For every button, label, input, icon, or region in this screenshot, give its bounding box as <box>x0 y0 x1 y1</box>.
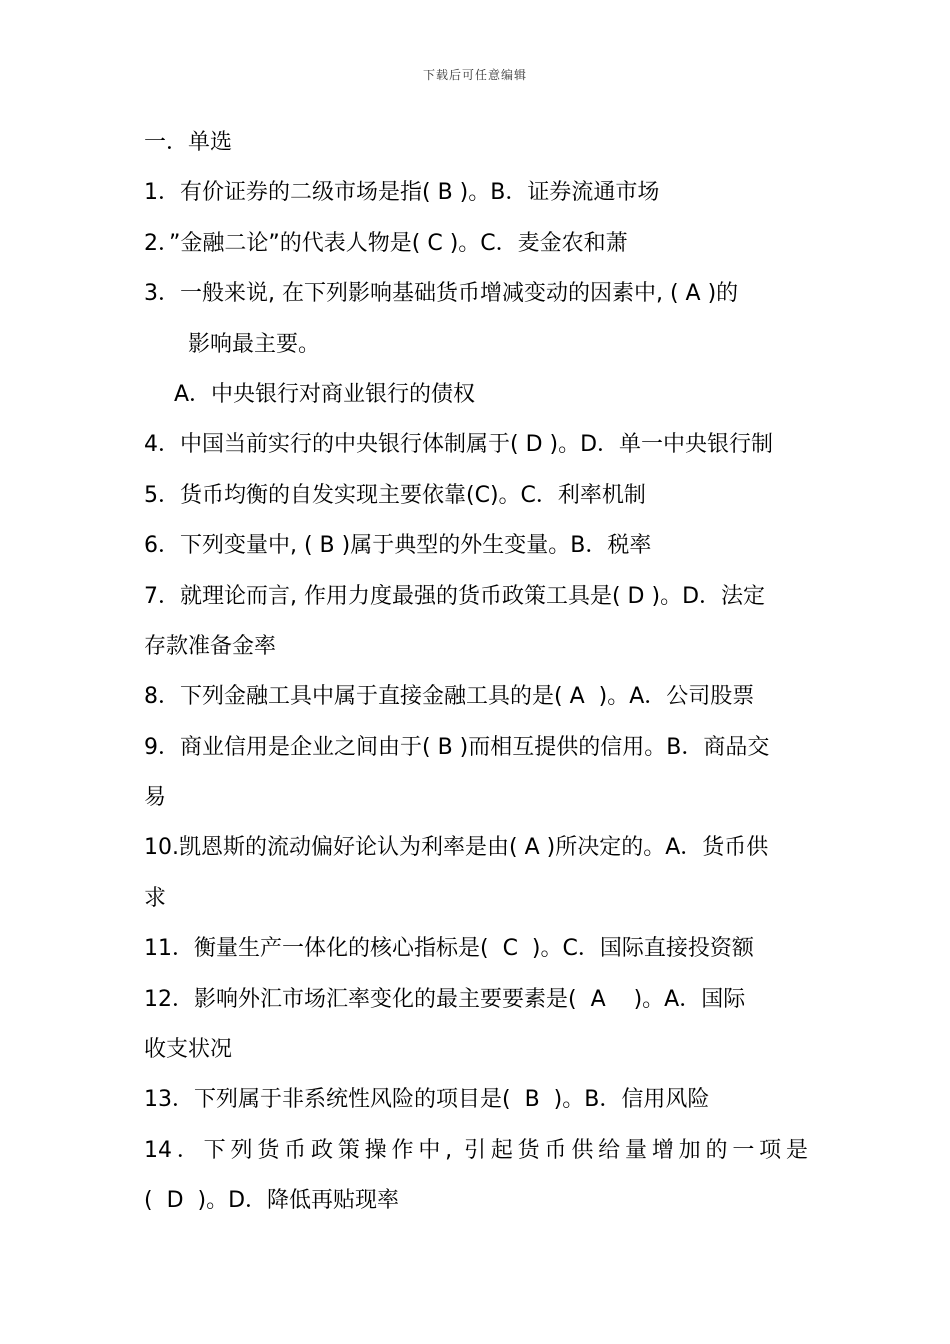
question-3: 3．一般来说, 在下列影响基础货币增减变动的因素中, ( A )的 <box>144 281 739 307</box>
question-9-continuation: 易 <box>144 785 167 811</box>
question-list <box>144 118 808 1227</box>
question-3-answer: A．中央银行对商业银行的债权 <box>174 381 476 407</box>
question-14-continuation: ( D )。D．降低再贴现率 <box>144 1188 400 1214</box>
question-4: 4．中国当前实行的中央银行体制属于( D )。D．单一中央银行制 <box>144 432 774 458</box>
section-heading: 一．单选 <box>144 130 233 155</box>
question-7: 7．就理论而言, 作用力度最强的货币政策工具是( D )。D．法定 <box>144 583 766 609</box>
question-6: 6．下列变量中, ( B )属于典型的外生变量。B．税率 <box>144 533 652 559</box>
question-9: 9．商业信用是企业之间由于( B )而相互提供的信用。B．商品交 <box>144 734 770 760</box>
question-12: 12．影响外汇市场汇率变化的最主要要素是( A )。A．国际 <box>144 986 746 1012</box>
question-13: 13．下列属于非系统性风险的项目是( B )。B．信用风险 <box>144 1087 710 1113</box>
question-14: 14．下列货币政策操作中, 引起货币供给量增加的一项是 <box>144 1137 808 1163</box>
page-header: 下载后可任意编辑 <box>422 68 527 82</box>
question-3-continuation: 影响最主要。 <box>188 331 321 357</box>
question-11: 11．衡量生产一体化的核心指标是( C )。C．国际直接投资额 <box>144 936 754 962</box>
question-12-continuation: 收支状况 <box>144 1037 233 1063</box>
question-5: 5．货币均衡的自发实现主要依靠(C)。C．利率机制 <box>144 482 646 508</box>
question-10-continuation: 求 <box>144 885 167 911</box>
question-7-continuation: 存款准备金率 <box>144 633 277 659</box>
question-1: 1．有价证券的二级市场是指( B )。B．证券流通市场 <box>144 180 660 206</box>
question-10: 10.凯恩斯的流动偏好论认为利率是由( A )所决定的。A．货币供 <box>144 835 769 861</box>
question-2: 2．”金融二论”的代表人物是( C )。C．麦金农和萧 <box>144 230 628 256</box>
question-8: 8．下列金融工具中属于直接金融工具的是( A )。A．公司股票 <box>144 684 755 710</box>
